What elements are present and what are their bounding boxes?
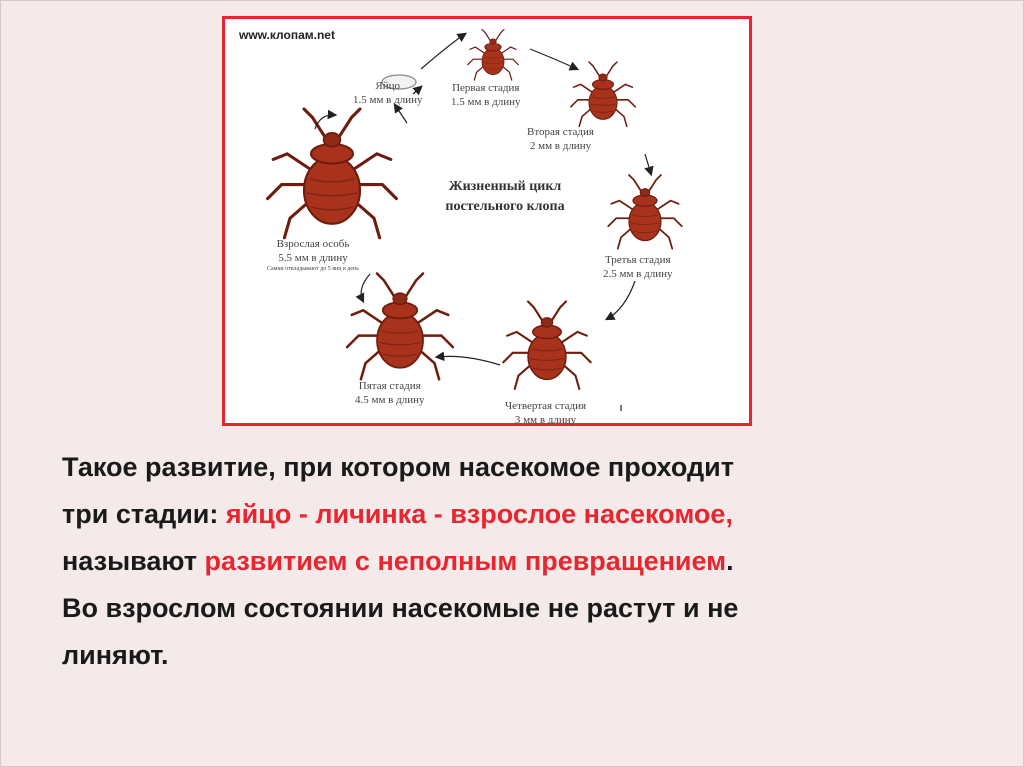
fifth-stage-size: 4.5 мм в длину [355, 394, 425, 406]
second-stage-name: Вторая стадия [527, 126, 594, 138]
text-line-1 [62, 444, 982, 491]
adult-caption [267, 237, 359, 274]
stages-highlight: яйцо - личинка - взрослое насекомое, [225, 499, 733, 529]
text-line-5 [62, 632, 982, 679]
diagram-title-line2: постельного клопа [445, 199, 565, 214]
text-line-3-prefix: называют [62, 546, 205, 576]
fourth-stage-size: 3 мм в длину [514, 414, 577, 426]
lifecycle-drawing [225, 19, 749, 423]
fifth-stage-name: Пятая стадия [358, 380, 421, 392]
third-stage-bug-icon [608, 175, 682, 249]
third-stage-name: Третья стадия [604, 254, 671, 266]
text-line-3 [62, 538, 982, 585]
term-highlight: развитием с неполным превращением [204, 546, 727, 576]
fourth-stage-caption [505, 399, 586, 427]
adult-name: Взрослая особь [276, 238, 350, 250]
fourth-stage-bug-icon [503, 302, 590, 389]
text-line-3-suffix: . [726, 546, 734, 576]
egg-size: 1.5 мм в длину [353, 94, 423, 106]
second-stage-caption [527, 125, 594, 153]
fifth-stage-caption [355, 379, 424, 407]
text-line-2 [62, 491, 982, 538]
first-stage-size: 1.5 мм в длину [451, 96, 521, 108]
egg-name: Яйцо [375, 80, 401, 92]
adult-bug-icon [268, 109, 397, 238]
text-line-4-content: Во взрослом состоянии насекомые не растут и не [62, 593, 739, 623]
diagram-title-line1: Жизненный цикл [448, 179, 562, 194]
first-stage-name: Первая стадия [452, 82, 520, 94]
site-url: www.клопам.net [239, 28, 335, 42]
third-stage-size: 2.5 мм в длину [603, 268, 673, 280]
first-stage-caption [451, 81, 520, 109]
diagram-title [405, 177, 605, 217]
adult-note: Самки откладывают до 5 яиц в день [267, 266, 359, 272]
adult-size: 5.5 мм в длину [278, 252, 348, 264]
text-line-4 [62, 585, 982, 632]
text-line-1-content: Такое развитие, при котором насекомое проходит [62, 452, 734, 482]
second-stage-size: 2 мм в длину [529, 140, 592, 152]
text-line-2-prefix: три стадии: [62, 499, 226, 529]
lifecycle-diagram [222, 16, 752, 426]
third-stage-caption [603, 253, 672, 281]
fifth-stage-bug-icon [347, 274, 453, 380]
egg-caption [353, 79, 422, 107]
first-stage-bug-icon [468, 30, 519, 81]
fourth-stage-name: Четвертая стадия [505, 400, 587, 412]
second-stage-bug-icon [571, 62, 635, 126]
text-line-5-content: линяют. [62, 640, 169, 670]
explanation-text [62, 444, 982, 679]
